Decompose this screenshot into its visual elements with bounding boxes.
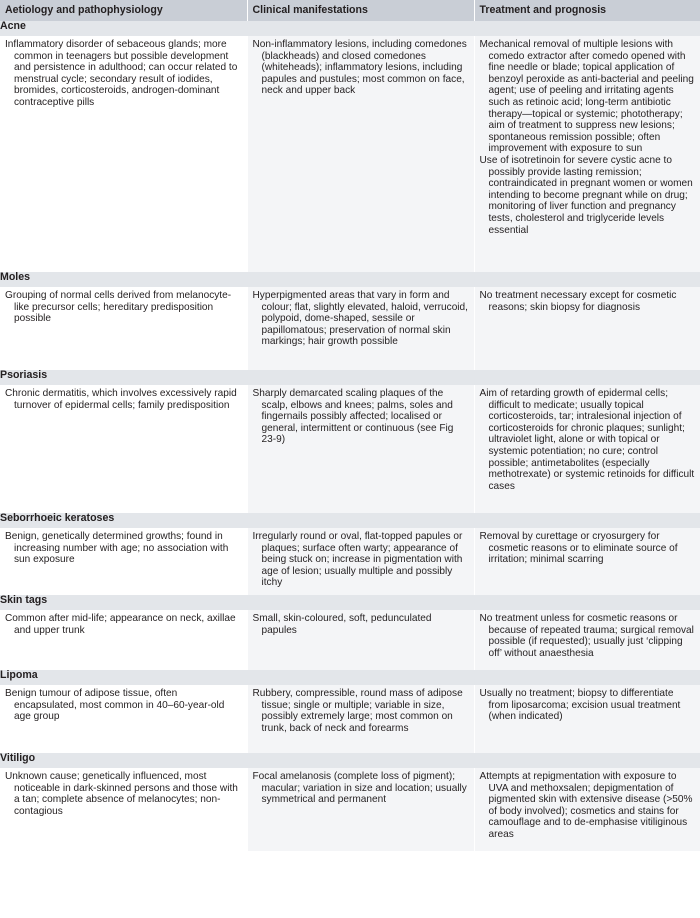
manifestations-cell	[247, 610, 474, 670]
treatment-cell	[474, 768, 700, 851]
cell-paragraph: Mechanical removal of multiple lesions with comedo extractor after comedo opened with fine needle or blade; topical application of benzoyl peroxide as anti-bacterial and peeling agent; use of peeling and irritating agents such as retinoic acid; long-term antibiotic therapy—topical or systemic; phototherapy; aim of treatment to suppress new lesions; spontaneous remission possible; often improvement with exposure to sun	[479, 39, 694, 155]
cell-paragraph: Sharply demarcated scaling plaques of the scalp, elbows and knees; palms, soles and fingernails possibly affected; localised or general, intermittent or continuous (see Fig 23-9)	[252, 388, 454, 446]
condition-row	[0, 385, 700, 513]
aetiology-cell	[0, 768, 247, 851]
manifestations-cell	[247, 385, 474, 513]
manifestations-cell	[247, 768, 474, 851]
cell-paragraph: Usually no treatment; biopsy to differentiate from liposarcoma; excision usual treatment (when indicated)	[479, 688, 681, 723]
header-treatment: Treatment and prognosis	[474, 0, 700, 21]
section-title: Moles	[0, 272, 700, 287]
header-row	[0, 0, 700, 21]
manifestations-cell	[247, 685, 474, 753]
treatment-cell	[474, 385, 700, 513]
manifestations-cell	[247, 36, 474, 272]
cell-paragraph: Benign tumour of adipose tissue, often encapsulated, most common in 40–60-year-old age group	[5, 688, 225, 723]
section-row	[0, 670, 700, 685]
cell-paragraph: Common after mid-life; appearance on neck, axillae and upper trunk	[5, 613, 236, 636]
treatment-cell	[474, 528, 700, 595]
condition-row	[0, 36, 700, 272]
cell-paragraph: Chronic dermatitis, which involves excessively rapid turnover of epidermal cells; family predisposition	[5, 388, 237, 411]
section-title: Skin tags	[0, 595, 700, 610]
section-row	[0, 513, 700, 528]
header-aetiology: Aetiology and pathophysiology	[0, 0, 247, 21]
condition-row	[0, 768, 700, 851]
cell-paragraph: Attempts at repigmentation with exposure to UVA and methoxsalen; depigmentation of pigmented skin with extensive disease (>50% of body involved); cosmetics and stains for camouflage and to de-emphasise vitiliginous areas	[479, 771, 693, 840]
treatment-cell	[474, 685, 700, 753]
condition-row	[0, 287, 700, 370]
section-title: Lipoma	[0, 670, 700, 685]
aetiology-cell	[0, 385, 247, 513]
cell-paragraph: Small, skin-coloured, soft, pedunculated papules	[252, 613, 432, 636]
header-manifestations: Clinical manifestations	[247, 0, 474, 21]
treatment-cell	[474, 36, 700, 272]
cell-paragraph: Unknown cause; genetically influenced, most noticeable in dark-skinned persons and those with a tan; complete absence of melanocytes; non-contagious	[5, 771, 238, 817]
manifestations-cell	[247, 528, 474, 595]
condition-row	[0, 685, 700, 753]
cell-paragraph: No treatment necessary except for cosmetic reasons; skin biopsy for diagnosis	[479, 290, 677, 313]
cell-paragraph: Focal amelanosis (complete loss of pigment); macular; variation in size and location; usually symmetrical and permanent	[252, 771, 467, 806]
section-title: Psoriasis	[0, 370, 700, 385]
section-title: Vitiligo	[0, 753, 700, 768]
cell-paragraph: Benign, genetically determined growths; found in increasing number with age; no association with sun exposure	[5, 531, 229, 566]
section-row	[0, 21, 700, 36]
condition-row	[0, 528, 700, 595]
section-row	[0, 595, 700, 610]
treatment-cell	[474, 287, 700, 370]
cell-paragraph: Removal by curettage or cryosurgery for cosmetic reasons or to eliminate source of irritation; minimal scarring	[479, 531, 678, 566]
cell-paragraph: Non-inflammatory lesions, including comedones (blackheads) and closed comedones (whiteheads); inflammatory lesions, including papules and pustules; most common on face, neck and upper back	[252, 39, 467, 97]
aetiology-cell	[0, 36, 247, 272]
section-row	[0, 753, 700, 768]
cell-paragraph: No treatment unless for cosmetic reasons or because of repeated trauma; surgical removal possible (if requested); usually just ‘clipping off’ without anaesthesia	[479, 613, 694, 659]
aetiology-cell	[0, 287, 247, 370]
section-row	[0, 272, 700, 287]
section-row	[0, 370, 700, 385]
aetiology-cell	[0, 610, 247, 670]
section-title: Seborrhoeic keratoses	[0, 513, 700, 528]
cell-paragraph: Irregularly round or oval, flat-topped papules or plaques; surface often warty; appearance of being stuck on; increase in pigmentation with age of lesion; usually multiple and possibly itchy	[252, 531, 463, 589]
cell-paragraph: Hyperpigmented areas that vary in form and colour; flat, slightly elevated, haloid, verrucoid, polypoid, dome-shaped, sessile or papillomatous; preservation of normal skin markings; hair growth possible	[252, 290, 468, 348]
cell-paragraph: Use of isotretinoin for severe cystic acne to possibly provide lasting remission; contraindicated in pregnant women or women intending to become pregnant while on drug; monitoring of liver function and pregnancy tests, cholesterol and triglyceride levels essential	[479, 154, 693, 236]
cell-paragraph: Inflammatory disorder of sebaceous glands; more common in teenagers but possible development and persistence in adulthood; can occur related to menstrual cycle; secondary result of iodides, bromides, corticosteroids, androgen-dominant contraceptive pills	[5, 39, 238, 108]
aetiology-cell	[0, 685, 247, 753]
cell-paragraph: Grouping of normal cells derived from melanocyte-like precursor cells; hereditary predisposition possible	[5, 290, 232, 325]
cell-paragraph: Rubbery, compressible, round mass of adipose tissue; single or multiple; variable in size, possibly extremely large; most common on trunk, back of neck and forearms	[252, 688, 463, 734]
section-title: Acne	[0, 21, 700, 36]
manifestations-cell	[247, 287, 474, 370]
treatment-cell	[474, 610, 700, 670]
aetiology-cell	[0, 528, 247, 595]
cell-paragraph: Aim of retarding growth of epidermal cells; difficult to medicate; usually topical corticosteroids, tar; intralesional injection of corticosteroids for chronic plaques; sunlight; ultraviolet light, alone or with topical or systemic potentiation; no cure; control possible; antimetabolites (especially methotrexate) or systemic retinoids for difficult cases	[479, 388, 695, 492]
condition-row	[0, 610, 700, 670]
